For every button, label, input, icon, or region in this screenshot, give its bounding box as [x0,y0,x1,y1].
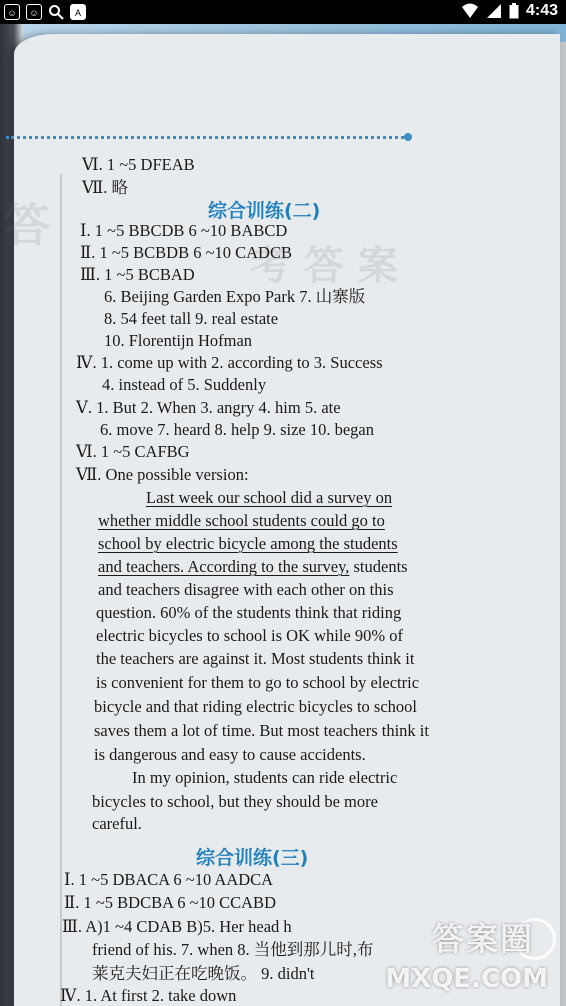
answer-line: Ⅳ. 1. At first 2. take down [60,986,237,1005]
answer-line: 4. instead of 5. Suddenly [102,375,267,394]
battery-icon [509,3,519,19]
essay-line: the teachers are against it. Most students think it [96,649,415,668]
answer-line: Ⅴ. 1. But 2. When 3. angry 4. him 5. ate [76,398,341,417]
wifi-icon [461,3,479,19]
answer-line: Ⅲ. A)1 ~4 CDAB B)5. Her head h [62,917,292,936]
answer-line: Ⅱ. 1 ~5 BDCBA 6 ~10 CCABD [64,893,276,912]
answer-line: friend of his. 7. when 8. 当他到那儿时,布 [92,940,374,959]
essay-line: bicycles to school, but they should be more [92,792,378,811]
app-icon-2: ☺ [26,4,42,20]
essay-mixed-line [98,557,408,577]
dotted-divider [6,136,410,139]
answer-line: Ⅵ. 1 ~5 CAFBG [76,442,190,461]
essay-line: electric bicycles to school is OK while 90% of [96,626,403,645]
answer-line: Ⅰ. 1 ~5 DBACA 6 ~10 AADCA [64,870,274,889]
page-fold-line [60,174,62,1006]
essay-line: and teachers disagree with each other on this [98,580,394,599]
essay-line: careful. [92,814,142,833]
answer-line: Ⅱ. 1 ~5 BCBDB 6 ~10 CADCB [80,243,292,262]
answer-line: Ⅲ. 1 ~5 BCBAD [80,265,195,284]
watermark-url: MXQE.COM [385,964,548,994]
essay-line: question. 60% of the students think that riding [96,603,402,622]
bleedthrough-text: 考 答 案 [250,242,398,289]
section-heading-3: 综合训练(三) [196,847,309,869]
essay-line: is dangerous and easy to cause accidents. [94,745,366,764]
bleedthrough-text: 答 [4,198,50,252]
answer-line: Ⅶ. One possible version: [76,465,249,484]
essay-line: saves them a lot of time. But most teachers think it [94,721,429,740]
essay-underlined-line: whether middle school students could go to [98,511,385,530]
essay-line: In my opinion, students can ride electric [132,768,398,787]
section-heading-2: 综合训练(二) [208,200,321,222]
answer-line: 6. Beijing Garden Expo Park 7. 山寨版 [104,287,366,306]
answer-line: Ⅶ. 略 [82,178,129,197]
divider-end-dot [404,133,412,141]
letter-a-icon: A [70,4,86,20]
answer-line: Ⅵ. 1 ~5 DFEAB [82,155,195,174]
watermark-title: 答案圈 [431,920,534,958]
watermark [360,920,560,1000]
essay-underlined-line: Last week our school did a survey on [146,488,393,507]
status-time: 4:43 [525,2,558,19]
search-icon [48,4,64,20]
essay-underlined-segment: and teachers. According to the survey, [98,557,350,576]
answer-line: 莱克夫妇正在吃晚饭。 9. didn't [92,964,315,983]
app-icon-1: ☺ [4,4,20,20]
answer-line: 8. 54 feet tall 9. real estate [104,309,279,328]
essay-segment: students [353,557,408,576]
answer-line: Ⅰ. 1 ~5 BBCDB 6 ~10 BABCD [80,221,288,240]
signal-icon [486,3,502,19]
status-left-icons [4,3,86,21]
status-bar [0,0,566,24]
essay-underlined-line: school by electric bicycle among the students [98,534,398,553]
essay-line: is convenient for them to go to school by electric [96,673,420,692]
status-right [461,2,558,20]
essay-line: bicycle and that riding electric bicycles to school [94,697,418,716]
answer-line: Ⅳ. 1. come up with 2. according to 3. Success [76,353,383,372]
answer-line: 6. move 7. heard 8. help 9. size 10. began [100,420,375,439]
answer-line: 10. Florentijn Hofman [104,331,253,350]
